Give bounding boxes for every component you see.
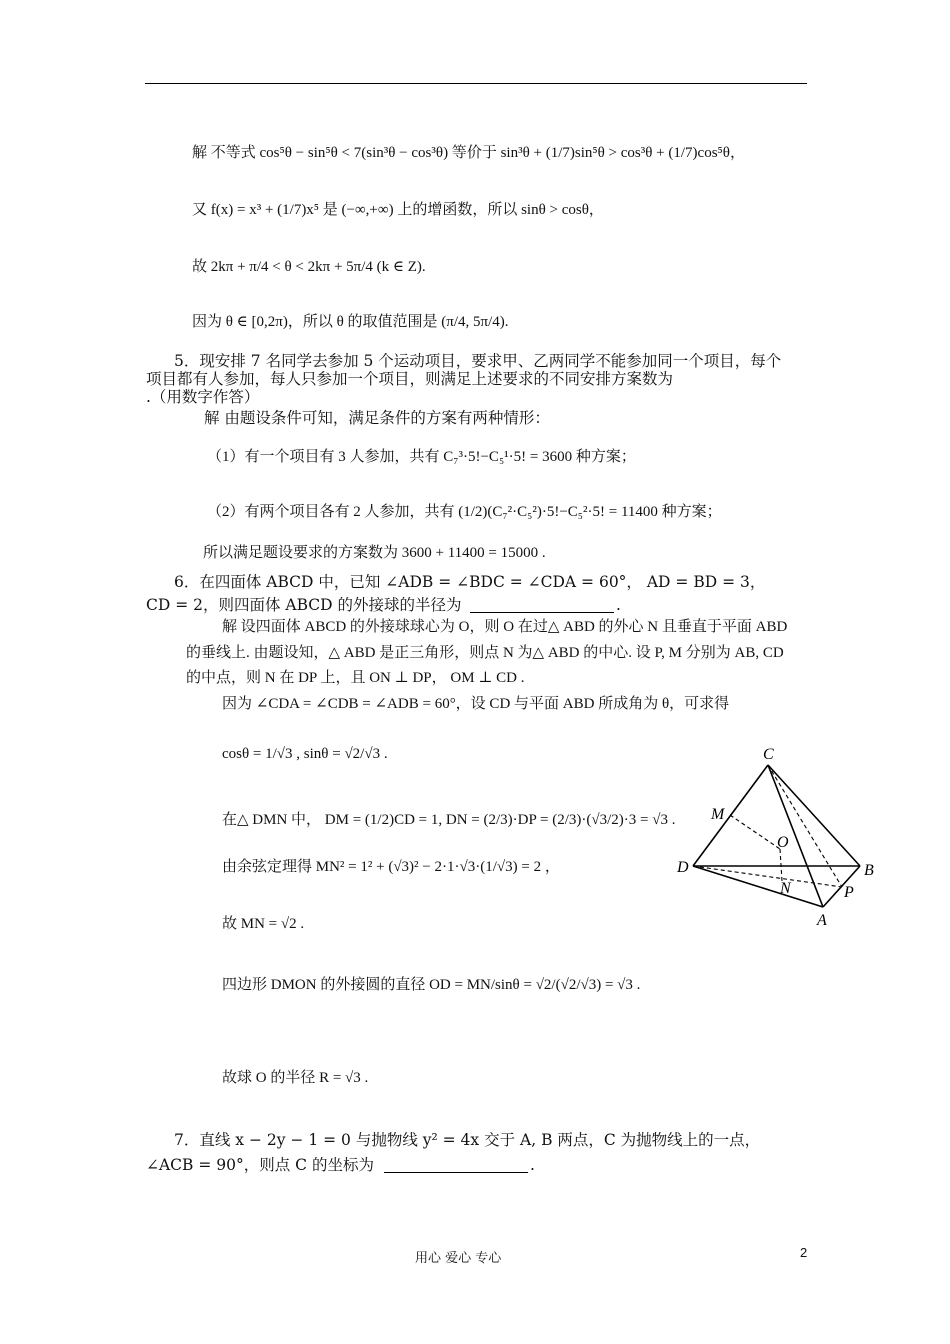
label-o: O [777,834,789,851]
text-line: 所以满足题设要求的方案数为 3600 + 11400 = 15000 . [203,545,546,561]
text-line: 由余弦定理得 MN² = 1² + (√3)² − 2·1·√3·(1/√3) = 2 ， [222,859,560,875]
answer-blank[interactable] [470,612,614,613]
text-line: 项目都有人参加，每人只参加一个项目，则满足上述要求的不同安排方案数为 [146,370,674,388]
text-line: cosθ = 1/√3 , sinθ = √2/√3 . [222,746,388,762]
page-footer: 用心 爱心 专心 [415,1251,502,1266]
text-line: CD = 2，则四面体 ABCD 的外接球的半径为 [146,596,462,614]
label-a: A [817,912,827,929]
text-line: .（用数字作答） [146,388,260,406]
text-line: 又 f(x) = x³ + (1/7)x⁵ 是 (−∞,+∞) 上的增函数，所以 sinθ > cosθ， [192,202,604,218]
label-m: M [711,806,725,823]
text-line: 6．在四面体 ABCD 中，已知 ∠ADB = ∠BDC = ∠CDA = 60°， AD = BD = 3， [174,573,766,591]
text-line: 故 MN = √2 . [222,916,305,932]
answer-blank[interactable] [384,1172,528,1173]
text-line: 解 不等式 cos⁵θ − sin⁵θ < 7(sin³θ − cos³θ) 等价于 sin³θ + (1/7)sin⁵θ > cos³θ + (1/7)cos⁵θ， [192,145,745,161]
label-p: P [844,884,854,901]
label-b: B [864,862,874,879]
text-line: 因为 ∠CDA = ∠CDB = ∠ADB = 60°，设 CD 与平面 ABD 所成角为 θ，可求得 [222,696,730,712]
segment-on [780,849,782,881]
text-line: 因为 θ ∈ [0,2π)，所以 θ 的取值范围是 (π/4, 5π/4). [192,314,509,330]
segment-cp [768,765,842,887]
segment-dp [693,866,842,887]
header-rule [145,83,807,84]
label-d: D [677,859,689,876]
text-line: ∠ACB = 90°，则点 C 的坐标为 [146,1156,374,1174]
text-line: （2）有两个项目各有 2 人参加，共有 (1/2)(C₇²·C₅²)·5!−C₅²·5! = 11400 种方案； [207,504,722,520]
text-line: 故 2kπ + π/4 < θ < 2kπ + 5π/4 (k ∈ Z). [192,259,426,275]
segment-mo [730,815,780,849]
text-line: 的垂线上. 由题设知，△ ABD 是正三角形，则点 N 为△ ABD 的中心. 设 P, M 分别为 AB, CD [186,645,784,661]
text-line: 四边形 DMON 的外接圆的直径 OD = MN/sinθ = √2/(√2/√3) = √3 . [222,977,641,993]
text-line: . [530,1156,535,1174]
text-line: 在△ DMN 中， DM = (1/2)CD = 1, DN = (2/3)·DP = (2/3)·(√3/2)·3 = √3 . [222,812,676,828]
edge-da [693,866,823,907]
text-line: 5．现安排 7 名同学去参加 5 个运动项目，要求甲、乙两同学不能参加同一个项目，每个 [174,352,782,370]
text-line: 解 设四面体 ABCD 的外接球球心为 O，则 O 在过△ ABD 的外心 N 且垂直于平面 ABD [222,619,788,635]
label-c: C [763,746,774,763]
text-line: （1）有一个项目有 3 人参加，共有 C₇³·5!−C₅¹·5! = 3600 种方案； [207,449,636,465]
text-line: . [616,596,621,614]
tetrahedron-figure [660,735,900,935]
text-line: 解 由题设条件可知，满足条件的方案有两种情形： [204,409,550,427]
text-line: 7．直线 x − 2y − 1 = 0 与抛物线 y² = 4x 交于 A, B 两点，C 为抛物线上的一点， [174,1131,761,1149]
label-n: N [780,880,791,897]
page-number: 2 [800,1245,808,1260]
text-line: 故球 O 的半径 R = √3 . [222,1070,369,1086]
text-line: 的中点，则 N 在 DP 上，且 ON ⊥ DP， OM ⊥ CD . [186,670,525,686]
